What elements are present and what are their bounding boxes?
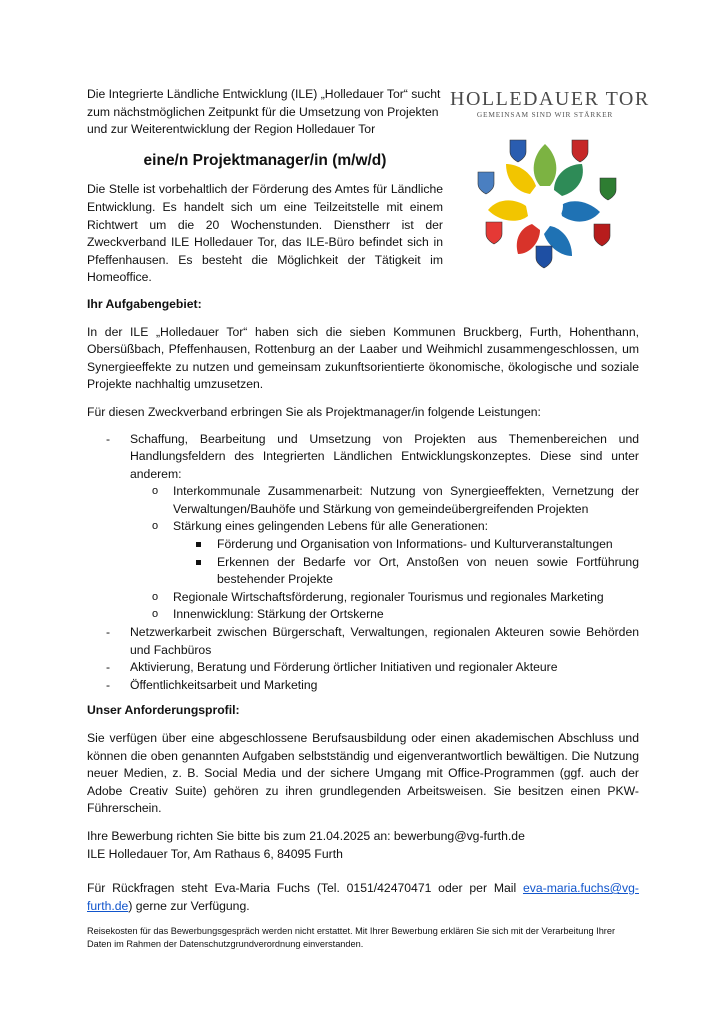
list-item: o Regionale Wirtschaftsförderung, regionaler Tourismus und regionales Marketing <box>130 589 639 607</box>
contact-post: ) gerne zur Verfügung. <box>128 898 250 913</box>
tasks-lead: Für diesen Zweckverband erbringen Sie als Projektmanager/in folgende Leistungen: <box>87 404 541 419</box>
job-description: Die Stelle ist vorbehaltlich der Förderung des Amtes für Ländliche Entwicklung. Es handelt sich um eine Teilzeitstelle mit einem Richtwert um die 20 Wochenstunden. Dienstherr ist der Zweckverband ILE Holledauer Tor, das ILE-Büro befindet sich in Pfeffenhausen. Es besteht die Möglichkeit der Tätigkeit im Homeoffice. <box>87 182 443 285</box>
contact-pre: Für Rückfragen steht Eva-Maria Fuchs (Tel. 0151/42470471 oder per Mail <box>87 881 523 896</box>
document-body <box>87 86 650 951</box>
profile-text: Sie verfügen über eine abgeschlossene Berufsausbildung oder einen akademischen Abschluss und können die oben genannten Aufgaben selbstständig und eigenverantwortlich bewältigen. Die Nutzung neuer Medien, z. B. Social Media und der sichere Umgang mit Office-Programmen (ggf. auch der Adobe Creativ Suite) gehören zu ihren grundlegenden Arbeitsweisen. Sie besitzen einen PKW-Führerschein. <box>87 731 639 816</box>
sub-list <box>130 483 639 624</box>
list-item: - Aktivierung, Beratung und Förderung örtlicher Initiativen und regionaler Akteure <box>87 659 639 677</box>
list-item: o Innenwicklung: Stärkung der Ortskerne <box>130 606 639 624</box>
sub-item-text: Stärkung eines gelingenden Lebens für alle Generationen: <box>173 519 489 534</box>
sub-sub-list <box>173 536 639 589</box>
application-line-2: ILE Holledauer Tor, Am Rathaus 6, 84095 Furth <box>87 846 343 861</box>
contact-email-link[interactable]: eva-maria.fuchs@vg-furth.de <box>87 881 639 913</box>
list-item: o Interkommunale Zusammenarbeit: Nutzung von Synergieeffekten, Vernetzung der Verwaltungen/Bauhöfe und Stärkung von gemeindeübergreifenden Projekten <box>130 483 639 518</box>
list-item: Erkennen der Bedarfe vor Ort, Anstoßen von neuen sowie Fortführung bestehender Projekte <box>173 554 639 589</box>
list-item: - Netzwerkarbeit zwischen Bürgerschaft, Verwaltungen, regionalen Akteuren sowie Behörden und Fachbüros <box>87 624 639 659</box>
task-item-text: Schaffung, Bearbeitung und Umsetzung von Projekten aus Themenbereichen und Handlungsfeldern des Integrierten Ländlichen Entwicklungskonzeptes. Diese sind unter anderem: <box>130 431 639 481</box>
logo-title: HOLLEDAUER TOR <box>450 88 650 110</box>
profile-heading: Unser Anforderungsprofil: <box>87 703 240 718</box>
task-list <box>87 431 639 695</box>
intro-text: Die Integrierte Ländliche Entwicklung (ILE) „Holledauer Tor“ sucht zum nächstmöglichen Zeitpunkt für die Umsetzung von Projekten und zur Weiterentwicklung der Region Holledauer Tor <box>87 87 441 137</box>
list-item <box>87 431 639 625</box>
contact-text <box>87 880 639 915</box>
list-item <box>130 518 639 588</box>
application-line-1: Ihre Bewerbung richten Sie bitte bis zum 21.04.2025 an: bewerbung@vg-furth.de <box>87 828 525 843</box>
footnote: Reisekosten für das Bewerbungsgespräch werden nicht erstattet. Mit Ihrer Bewerbung erklären Sie sich mit der Verarbeitung Ihrer Daten im Rahmen der Datenschutzgrundverordnung einverstanden. <box>87 926 616 950</box>
logo-subtitle: GEMEINSAM SIND WIR STÄRKER <box>476 110 614 119</box>
list-item: Förderung und Organisation von Informations- und Kulturveranstaltungen <box>173 536 639 554</box>
list-item: - Öffentlichkeitsarbeit und Marketing <box>87 677 639 695</box>
job-title: eine/n Projektmanager/in (m/w/d) <box>143 151 387 169</box>
tasks-heading: Ihr Aufgabengebiet: <box>87 296 202 311</box>
tasks-intro: In der ILE „Holledauer Tor“ haben sich die sieben Kommunen Bruckberg, Furth, Hohenthann, Obersüßbach, Pfeffenhausen, Rottenburg an der Laaber und Weihmichl zusammengeschlossen, um Synergieeffekte zu nutzen und gemeinsam zukunftsorientierte ökonomische, ökologische und soziale Projekte nachhaltig umzusetzen. <box>87 324 639 392</box>
